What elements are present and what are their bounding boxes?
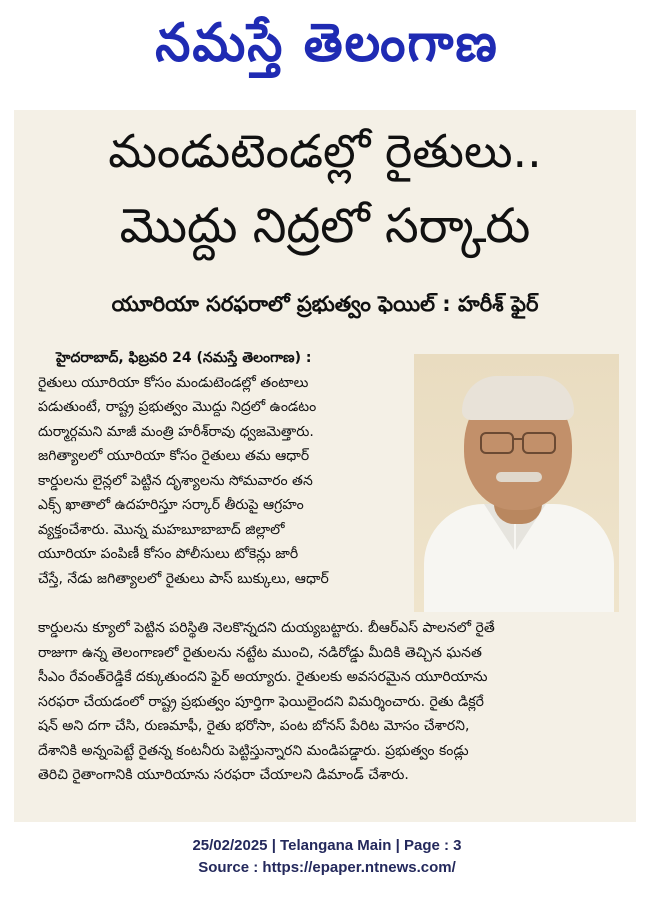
body-line: సరఫరా చేయడంలో రాష్ట్ర ప్రభుత్వం పూర్తిగా ఫెయిలైందని విమర్శించారు. రైతు డిక్లరే — [38, 693, 484, 710]
body-line: కార్డులను క్యూలో పెట్టిన పరిస్థితి నెలకొన్నదని దుయ్యబట్టారు. బీఆర్ఎస్ పాలనలో రైతే — [38, 620, 495, 636]
body-line: వ్యక్తంచేశారు. మొన్న మహబూబాబాద్ జిల్లాలో — [38, 521, 285, 538]
body-line: దేశానికి అన్నంపెట్టే రైతన్న కంటనీరు పెట్టిస్తున్నారని మండిపడ్డారు. ప్రభుత్వం కండ్లు — [38, 742, 469, 759]
body-line: కార్డులను లైన్లలో పెట్టిన దృశ్యాలను సోమవారం తన — [38, 472, 313, 489]
subheadline: యూరియా సరఫరాలో ప్రభుత్వం ఫెయిల్ : హరీశ్ ఫైర్ — [111, 292, 539, 316]
source-info: Source : https://epaper.ntnews.com/ — [198, 859, 456, 876]
headline-line-1: మండుటెండల్లో రైతులు.. — [108, 124, 542, 178]
edition-info: 25/02/2025 | Telangana Main | Page : 3 — [192, 837, 462, 854]
body-line: సీఎం రేవంత్‌రెడ్డికే దక్కుతుందని ఫైర్ అయ్యారు. రైతులకు అవసరమైన యూరియాను — [38, 669, 488, 685]
body-line: పడుతుంటే, రాష్ట్ర ప్రభుత్వం మొద్దు నిద్రలో ఉండటం — [38, 399, 317, 415]
headline-line-2: మొద్దు నిద్రలో సర్కారు — [119, 198, 531, 254]
article-clipping — [14, 110, 636, 822]
body-line: చేస్తే, నేడు జగిత్యాలలో రైతులు పాస్ బుక్కులు, ఆధార్ — [38, 570, 329, 587]
dateline: హైదరాబాద్, ఫిబ్రవరి 24 (నమస్తే తెలంగాణ) : — [56, 350, 312, 366]
newspaper-title: నమస్తే తెలంగాణ — [155, 12, 499, 74]
masthead — [0, 4, 654, 96]
body-line: ఎక్స్ ఖాతాలో ఉదహరిస్తూ సర్కార్ తీరుపై ఆగ్రహం — [38, 497, 304, 513]
body-line: రాజుగా ఉన్న తెలంగాణలో రైతులను నట్టేట ముంచి, నడిరోడ్డు మీదికి తెచ్చిన ఘనత — [38, 644, 482, 661]
article-body-column — [38, 346, 614, 591]
body-line: జగిత్యాలలో యూరియా కోసం రైతులు తమ ఆధార్ — [38, 448, 310, 464]
body-line: రైతులు యూరియా కోసం మండుటెండల్లో తంటాలు — [38, 374, 309, 391]
body-line: తెరిచి రైతాంగానికి యూరియాను సరఫరా చేయాలని డిమాండ్ చేశారు. — [38, 767, 409, 783]
body-line: షన్ అని దగా చేసి, రుణమాఫీ, రైతు భరోసా, పంట బోనస్ పేరిట మోసం చేశారని, — [38, 718, 470, 734]
body-line: యూరియా పంపిణీ కోసం పోలీసులు టోకెన్లు జారీ — [38, 546, 299, 562]
article-body-full-width — [38, 616, 628, 788]
body-line: దుర్మార్గమని మాజీ మంత్రి హరీశ్‌రావు ధ్వజమెత్తారు. — [38, 423, 314, 440]
